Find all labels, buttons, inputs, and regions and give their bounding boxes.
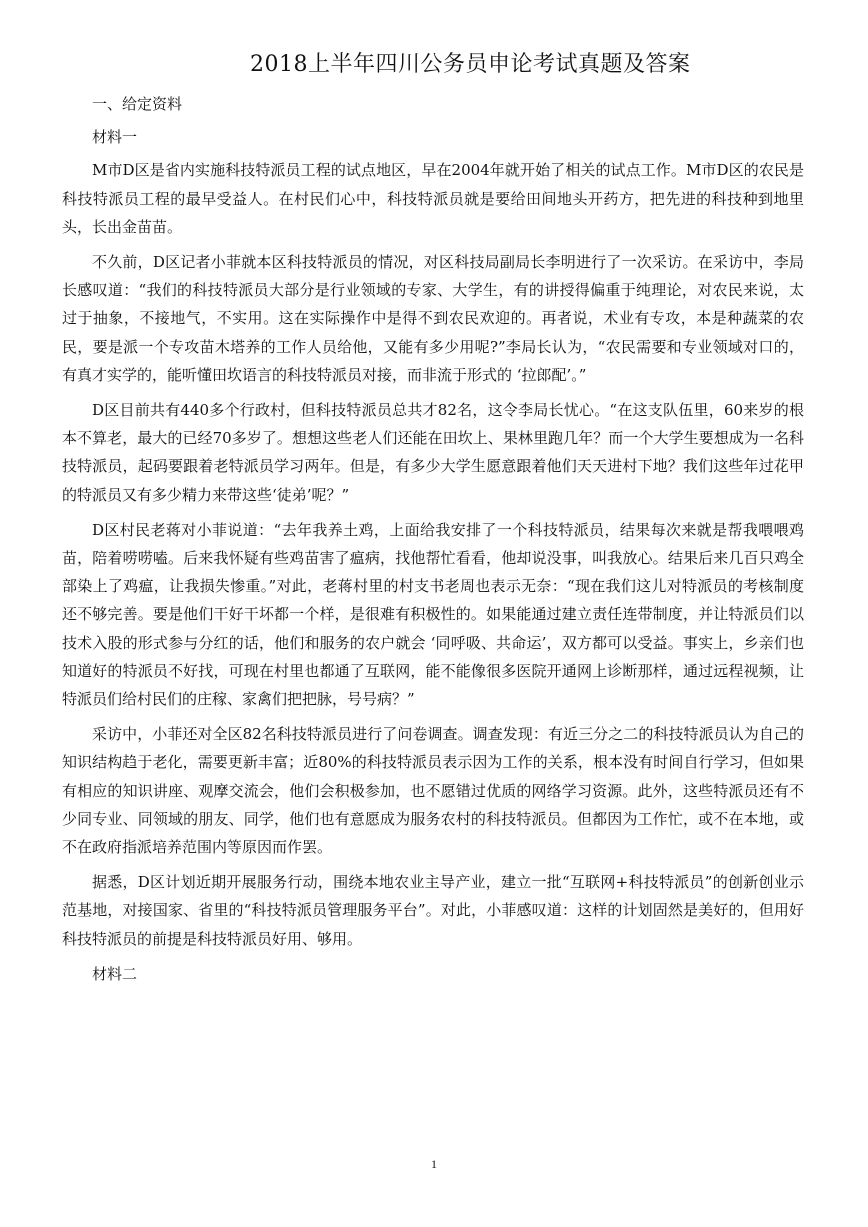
material-two-label: 材料二 <box>92 964 138 983</box>
body-paragraph: D区村民老蒋对小菲说道：“去年我养土鸡，上面给我安排了一个科技特派员，结果每次来就是帮我喂喂鸡苗，陪着唠唠嗑。后来我怀疑有些鸡苗害了瘟病，找他帮忙看看，他却说没事，叫我放心。结果后来几百只鸡全部染上了鸡瘟，让我损失惨重。”对此，老蒋村里的村支书老周也表示无奈：“现在我们这儿对特派员的考核制度还不够完善。要是他们干好干坏都一个样，是很难有积极性的。如果能通过建立责任连带制度，并让特派员们以技术入股的形式参与分红的话，他们和服务的农户就会 ‘同呼吸、共命运’，双方都可以受益。事实上，乡亲们也知道好的特派员不好找，可现在村里也都通了互联网，能不能像很多医院开通网上诊断那样，通过远程视频，让特派员们给村民们的庄稼、家禽们把把脉，号号病？” <box>62 520 804 709</box>
body-paragraph: 采访中，小菲还对全区82名科技特派员进行了问卷调查。调查发现：有近三分之二的科技特派员认为自己的知识结构趋于老化，需要更新丰富；近80%的科技特派员表示因为工作的关系，根本没有时间自行学习，但如果有相应的知识讲座、观摩交流会，他们会积极参加，也不愿错过优质的网络学习资源。此外，这些特派员还有不少同专业、同领域的朋友、同学，他们也有意愿成为服务农村的科技特派员。但都因为工作忙，或不在本地，或不在政府指派培养范围内等原因而作罢。 <box>62 725 804 857</box>
body-paragraph: 据悉，D区计划近期开展服务行动，围绕本地农业主导产业，建立一批“互联网+科技特派员”的创新创业示范基地，对接国家、省里的“科技特派员管理服务平台”。对此，小菲感叹道：这样的计划固然是美好的，但用好科技特派员的前提是科技特派员好用、够用。 <box>62 873 804 948</box>
material-one-label: 材料一 <box>92 128 138 147</box>
body-paragraph: 不久前，D区记者小菲就本区科技特派员的情况，对区科技局副局长李明进行了一次采访。在采访中，李局长感叹道：“我们的科技特派员大部分是行业领域的专家、大学生，有的讲授得偏重于纯理论，对农民来说，太过于抽象，不接地气，不实用。这在实际操作中是得不到农民欢迎的。再者说，术业有专攻，本是种蔬菜的农民，要是派一个专攻苗木塔养的工作人员给他，又能有多少用呢?”李局长认为，“农民需要和专业领域对口的，有真才实学的，能听懂田坎语言的科技特派员对接，而非流于形式的 ‘拉郎配’。” <box>62 253 804 384</box>
section-heading: 一、给定资料 <box>92 95 183 113</box>
document-title: 2018上半年四川公务员申论考试真题及答案 <box>250 52 691 77</box>
document-body <box>62 90 804 993</box>
body-paragraph: M市D区是省内实施科技特派员工程的试点地区，早在2004年就开始了相关的试点工作。M市D区的农民是科技特派员工程的最早受益人。在村民们心中，科技特派员就是要给田间地头开药方，把先进的科技种到地里头，长出金苗苗。 <box>62 161 804 236</box>
page-number: 1 <box>431 1157 437 1171</box>
body-paragraph: D区目前共有440多个行政村，但科技特派员总共才82名，这令李局长忧心。“在这支队伍里，60来岁的根本不算老，最大的已经70多岁了。想想这些老人们还能在田坎上、果林里跑几年？而一个大学生要想成为一名科技特派员，起码要跟着老特派员学习两年。但是，有多少大学生愿意跟着他们天天进村下地？我们这些年过花甲的特派员又有多少精力来带这些‘徒弟’呢？” <box>62 401 804 504</box>
